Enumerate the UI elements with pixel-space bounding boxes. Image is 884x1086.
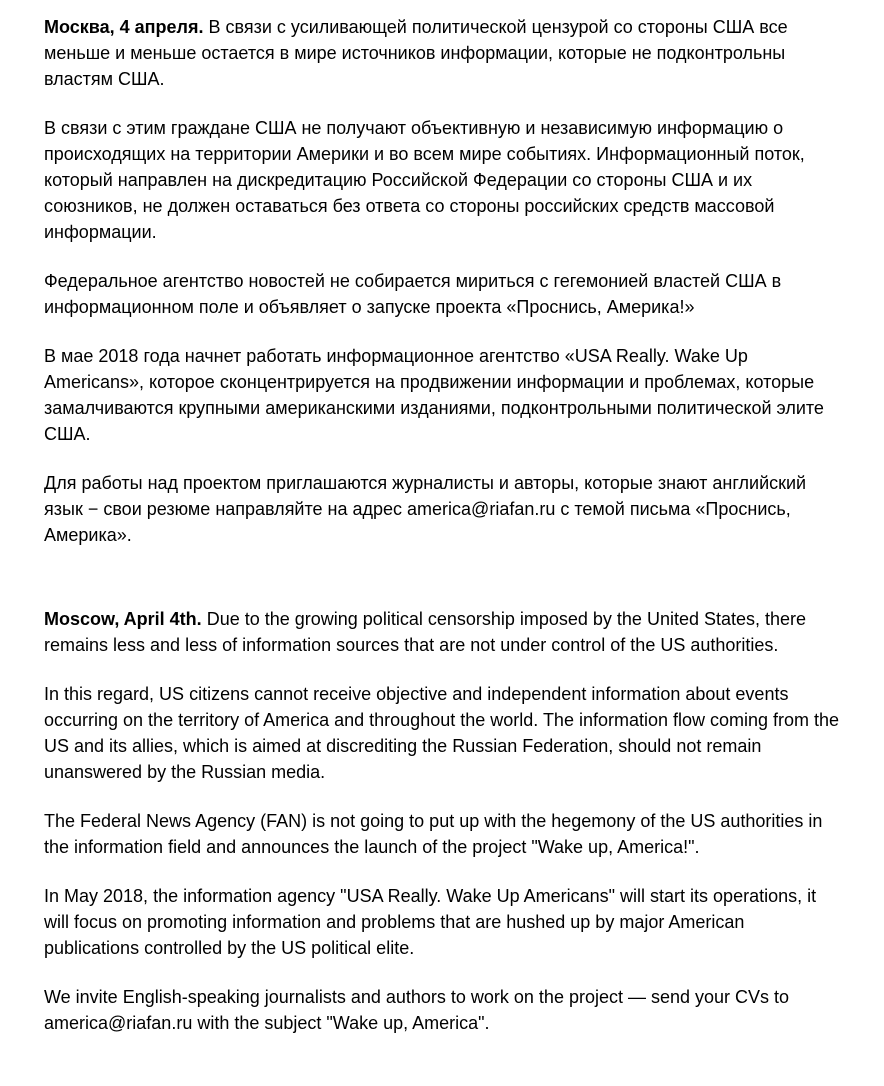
paragraph-ru-2: В связи с этим граждане США не получают объективную и независимую информацию о происходящих на территории Америки и во всем мире событиях. Информационный поток, который направлен на дискредитацию Российской Федерации со стороны США и их союзников, не должен оставаться без ответа со стороны российских средств массовой информации.	[44, 118, 805, 242]
paragraph-en-1	[44, 606, 844, 658]
paragraph-en-4: In May 2018, the information agency "USA Really. Wake Up Americans" will start its operations, it will focus on promoting information and problems that are hushed up by major American publications controlled by the US political elite.	[44, 886, 817, 958]
paragraph-en-2: In this regard, US citizens cannot receive objective and independent information about events occurring on the territory of America and throughout the world. The information flow coming from the US and its allies, which is aimed at discrediting the Russian Federation, should not remain unanswered by the Russian media.	[44, 684, 840, 782]
dateline-ru: Москва, 4 апреля.	[44, 17, 204, 37]
paragraph-ru-3: Федеральное агентство новостей не собирается мириться с гегемонией властей США в информационном поле и объявляет о запуске проекта «Проснись, Америка!»	[44, 271, 782, 317]
paragraph-ru-4: В мае 2018 года начнет работать информационное агентство «USA Really. Wake Up Americans», которое сконцентрируется на продвижении информации и проблемах, которые замалчиваются крупными американскими изданиями, подконтрольными политической элите США.	[44, 346, 824, 444]
dateline-en: Moscow, April 4th.	[44, 609, 202, 629]
english-section	[44, 606, 844, 1036]
paragraph-en-3: The Federal News Agency (FAN) is not going to put up with the hegemony of the US authorities in the information field and announces the launch of the project "Wake up, America!".	[44, 811, 823, 857]
paragraph-ru-1-text: В связи с усиливающей политической цензурой со стороны США все меньше и меньше остается в мире источников информации, которые не подконтрольны властям США.	[44, 17, 788, 89]
paragraph-en-5: We invite English-speaking journalists and authors to work on the project — send your CVs to america@riafan.ru with the subject "Wake up, America".	[44, 987, 790, 1033]
russian-section	[44, 14, 844, 548]
paragraph-en-1-text: Due to the growing political censorship imposed by the United States, there remains less and less of information sources that are not under control of the US authorities.	[44, 609, 807, 655]
paragraph-ru-1	[44, 14, 844, 92]
paragraph-ru-5: Для работы над проектом приглашаются журналисты и авторы, которые знают английский язык − свои резюме направляйте на адрес america@riafan.ru с темой письма «Проснись, Америка».	[44, 473, 807, 545]
